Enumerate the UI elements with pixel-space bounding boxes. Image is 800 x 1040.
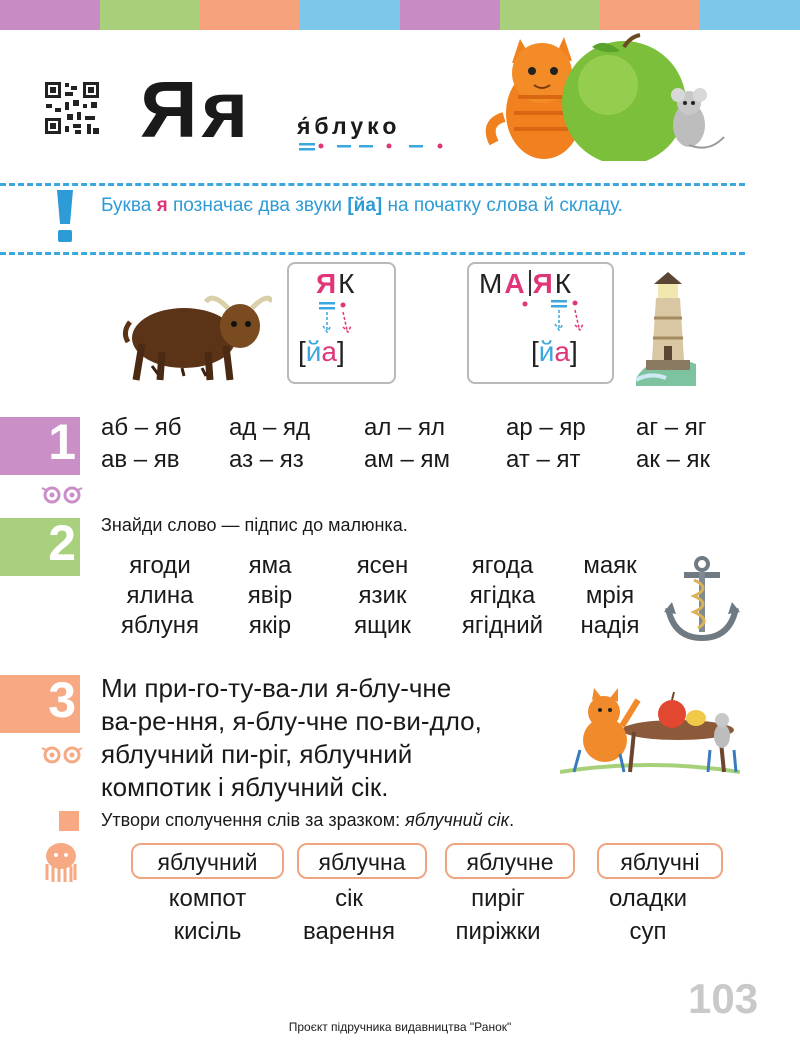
syllable: я́ [297,113,315,139]
syllable-pair: ал – ял [364,414,446,441]
word-column [585,882,711,948]
word-analysis-box [287,262,396,384]
letter: А [504,268,527,299]
sound-arrows [517,298,587,336]
text-line: яблучний пи-ріг, яблучний [101,739,413,769]
syllable-pairs-row [101,446,710,474]
bracket: [ [298,336,306,367]
color-strip [0,0,800,30]
word: сік [335,885,363,912]
rule-text [101,193,701,218]
task-text-part: Утвори сполучення слів за зразком: [101,810,406,830]
strip-segment [200,0,300,30]
word-frame: яблучні [597,843,723,879]
word-frame: яблучний [131,843,284,879]
syllable-pair: аг – яг [636,414,707,441]
bracket: [ [531,336,539,367]
rule-text-part: Буква [101,195,157,216]
syllable-pair: ав – яв [101,446,180,473]
syllable: блу [314,113,368,139]
syllable-pair: ак – як [636,446,711,473]
owl-eyes-icon [40,746,84,764]
letter-ya: Я [532,268,555,299]
word: кисіль [173,918,242,945]
strip-segment [300,0,400,30]
owl-eyes-icon [40,486,84,504]
word: маяк [583,552,637,579]
syllable: ко [367,113,401,139]
task-text-part: . [509,810,515,830]
word: ягоди [129,552,191,579]
strip-segment [100,0,200,30]
strip-segment [700,0,800,30]
cat-mouse-table-illustration [560,680,740,775]
word: мрія [585,582,635,609]
bracket: ] [570,336,578,367]
exercise-number: 1 [0,417,80,475]
word: оладки [608,885,688,912]
word: ягідка [469,582,536,609]
syllable-pair: аз – яз [229,446,304,473]
dashed-divider [0,183,745,186]
letter-ya: Я [316,268,339,299]
word: язик [358,582,407,609]
letter: К [338,268,357,299]
word: компот [168,885,247,912]
word-frame: яблучна [297,843,427,879]
word: ягода [471,552,534,579]
word: ящик [354,612,411,639]
syllable-pairs-row [101,414,707,442]
task-square-icon [59,811,79,831]
anchor-illustration [664,556,740,646]
rule-text-part: на початку слова й складу. [382,195,623,216]
strip-segment [500,0,600,30]
word: яблуня [121,612,199,639]
exercise-number: 3 [0,675,80,733]
word: якір [248,612,292,639]
word-frame: яблучне [445,843,575,879]
sound-a: а [554,336,570,367]
word: надія [580,612,640,639]
word: пиріжки [455,918,541,945]
word: явір [247,582,293,609]
page-number: 103 [688,975,759,1022]
reading-text [101,672,482,804]
word: яма [248,552,292,579]
qr-code-icon[interactable] [43,80,101,136]
word: суп [629,918,667,945]
word: ялина [126,582,194,609]
letter: М [479,268,505,299]
strip-segment [400,0,500,30]
word-list [105,552,655,640]
text-line: компотик і яблучний сік. [101,772,389,802]
footer-text: Проєкт підручника видавництва "Ранок" [288,1020,512,1034]
octopus-icon [44,842,78,882]
strip-segment [600,0,700,30]
word-analysis-box [467,262,614,384]
syllable-pair: ат – ят [506,446,581,473]
word-column [433,882,563,948]
yak-illustration [122,282,272,384]
word: ясен [356,552,409,579]
word: варення [302,918,396,945]
rule-letter: я [156,195,168,216]
sound-marks [297,141,457,155]
letter-heading: Яя [140,65,253,154]
rule-text-part: позначає два звуки [167,195,348,216]
cat-apple-mouse-illustration [484,33,744,161]
syllable-pair: ар – яр [506,414,586,441]
task-text: Знайди слово — підпис до малюнка. [101,515,408,535]
sound-y: й [305,336,322,367]
strip-segment [0,0,100,30]
sound-a: а [321,336,337,367]
word-column [131,882,284,948]
syllable-pair: аб – яб [101,414,182,441]
exercise-number: 2 [0,518,80,576]
word: пиріг [471,885,525,912]
syllable-scheme [297,113,400,153]
sound-arrows [317,300,357,336]
task-example: яблучний сік [405,810,510,830]
word-column [284,882,414,948]
syllable-pair: ад – яд [229,414,311,441]
bracket: ] [337,336,345,367]
text-line: ва-ре-ння, я-блу-чне по-ви-дло, [101,706,482,736]
text-line: Ми при-го-ту-ва-ли я-блу-чне [101,673,452,703]
lighthouse-illustration [636,268,696,386]
task-text [101,810,514,831]
exclamation-icon [55,190,75,242]
sound-y: й [538,336,555,367]
syllable-divider [529,270,531,296]
rule-sounds: [йа] [347,195,383,216]
syllable-pair: ам – ям [364,446,451,473]
word: ягідний [461,612,544,639]
dashed-divider [0,252,745,255]
letter: К [554,268,573,299]
